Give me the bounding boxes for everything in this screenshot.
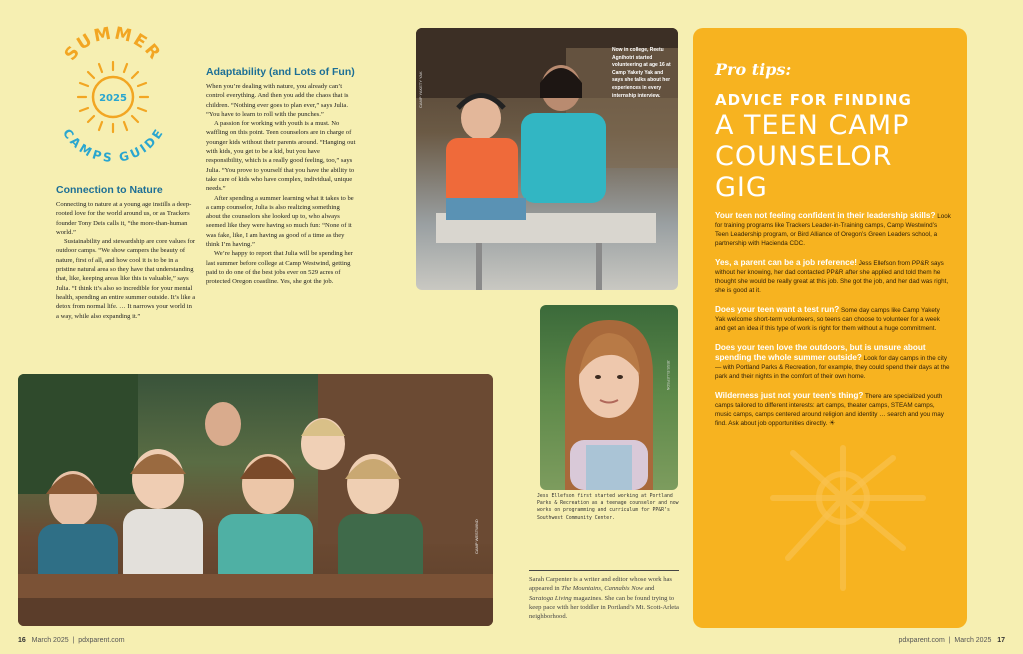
bio-pub-mountains: The Mountains [561,585,601,593]
right-footer-separator: | [948,637,951,644]
summer-camps-guide-logo [52,26,174,164]
tip-question: Yes, a parent can be a job reference! [715,258,857,267]
tips-title-line-2: A TEEN CAMP [715,110,910,141]
group-photo-credit: CAMP WESTWIND [474,519,479,554]
bio-text-1: Sarah Carpenter is a writer and editor whose work has appeared in [529,576,673,593]
left-paragraph-2: Sustainability and stewardship are core values for outdoor camps. “We show campers the beauty of nature, first of all, and how cool it is to be in a pristine natural area so they have that understanding that, like, keeping areas like this is valuable,” says Julia. “I think it’s also so incredible for your mental health, spending an entire summer outside. It’s like a detox from normal life. … It narrows your world in a way, while also expanding it.” [56,238,196,320]
tips-title-line-3: COUNSELOR [715,141,893,172]
tip-question: Your teen not feeling confident in their leadership skills? [715,211,936,220]
mid-paragraph-2: A passion for working with youth is a must. No waffling on this point. Teen counselors are in charge of younger kids without their parents around. “Hanging out with kids, you get to be a kid, but you have responsibility, which is a really good feeling, too,” says Julia. “You prove to yourself that you have the ability to take care of kids who have complex, individual, unique needs.” [206,120,356,193]
tip-answer: Jess Ellefson from PP&R says without her knowing, her dad contacted PP&R after she applied and told them he thought she would be really great at this job. She got the job, and her dad was right, she is good at it. [715,260,949,294]
campers-group-photo [18,374,493,626]
bio-pub-saratoga-living: Saratoga Living [529,594,572,602]
bio-text-2: magazines. She can be found trying to keep pace with her toddler in Portland’s Mt. Scott-Arleta neighborhood. [529,594,679,621]
tip-item [715,343,951,381]
author-bio [529,575,679,621]
bio-divider [529,570,679,571]
left-footer-date: March 2025 [31,637,69,644]
right-page-number: 17 [997,637,1005,644]
left-page-number: 16 [18,637,26,644]
sun-logo-graphic [52,26,174,164]
pro-tips-kicker: Pro tips: [715,60,792,79]
tip-item [715,258,951,295]
adaptability-heading: Adaptability (and Lots of Fun) [206,66,355,78]
logo-word-summer: SUMMER [60,26,166,65]
bio-sep-2: and [643,585,655,593]
tips-title-line-4: GIG [715,172,768,203]
tips-list [715,211,951,428]
tip-answer: Look for day camps in the city — with Portland Parks & Recreation, for example, they could spend their days at the park and their nights in the comfort of their own home. [715,355,950,380]
mid-paragraph-3: After spending a summer learning what it takes to be a camp counselor, Julia is also realizing something about the counselors she looked up to, who always seemed like they were having so much fun: “None of it was fake, like, I am having as good of a time as they think I’m having.” [206,194,354,249]
group-photo-illustration [18,374,493,626]
middle-column-text [206,82,356,287]
top-photo-credit: CAMP YAKETY YAK [418,71,423,108]
footer-left [18,637,125,644]
jess-ellefson-portrait [540,305,678,490]
top-photo-caption: Now in college, Reetu Agnihotri started volunteering at age 16 at Camp Yakety Yak and says she talks about her experiences in every internship interview. [612,47,671,99]
mid-paragraph-4: We’re happy to report that Julia will be spending her last summer before college at Camp Westwind, getting paid to do one of the best jobs ever on 529 acres of protected Oregon coastline. Yes, she got the job. [206,250,353,286]
tip-answer: Look for training programs like Trackers Leader-in-Training camps, Camp Westwind’s Teen Leadership program, or Bird Alliance of Oregon’s Green Leaders school, a partnership with Hacienda CDC. [715,213,951,247]
pro-tips-sidebar [693,28,967,628]
footer-right [898,637,1005,644]
portrait-caption: Jess Ellefson first started working at Portland Parks & Recreation as a teenage counselor and now works on programming and curriculum for PP&R’s Southwest Community Center. [537,494,679,521]
tip-item [715,391,951,428]
tip-answer: There are specialized youth camps tailored to different interests: art camps, theater camps, STEAM camps, music camps, camps centered around religion and identity … search and you may find. Ask about job opportunities directly. [715,393,944,427]
connection-to-nature-heading: Connection to Nature [56,184,163,196]
left-column-text [56,200,196,321]
logo-word-camps-guide: CAMPS GUIDE [59,126,167,164]
tips-title-line-1: ADVICE FOR FINDING [715,91,912,109]
portrait-illustration [540,305,678,490]
left-footer-site: pdxparent.com [78,637,125,644]
camp-activity-photo [416,28,678,290]
bio-sep-1: , [600,585,605,593]
right-footer-date: March 2025 [954,637,992,644]
portrait-credit: JESS ELLEFSON [666,360,670,391]
tip-question: Does your teen want a test run? [715,305,840,314]
bio-pub-cannabis-now: Cannabis Now [604,585,644,593]
sun-end-icon: ☀ [829,420,836,427]
mid-paragraph-1: When you’re dealing with nature, you already can’t control everything. And then you add the chaos that is children. “Nothing ever goes to plan ever,” says Julia. “You have to learn to roll with the punches.” [206,83,349,118]
left-paragraph-1: Connecting to nature at a young age instills a deep-rooted love for the world around us, or as Trackers founder Tony Deis calls it, “the more-than-human world.” [56,201,192,236]
right-footer-site: pdxparent.com [898,637,945,644]
tip-item [715,305,951,333]
tip-item [715,211,951,248]
tip-answer: Some day camps like Camp Yakety Yak welcome short-term volunteers, so teens can choose to volunteer for a week and get an idea if this type of work is right for them without a huge commitment. [715,307,940,332]
tip-question: Does your teen love the outdoors, but is unsure about spending the whole summer outside? [715,343,926,362]
logo-year: 2025 [99,93,127,104]
tip-question: Wilderness just not your teen’s thing? [715,391,864,400]
left-footer-separator: | [72,637,75,644]
